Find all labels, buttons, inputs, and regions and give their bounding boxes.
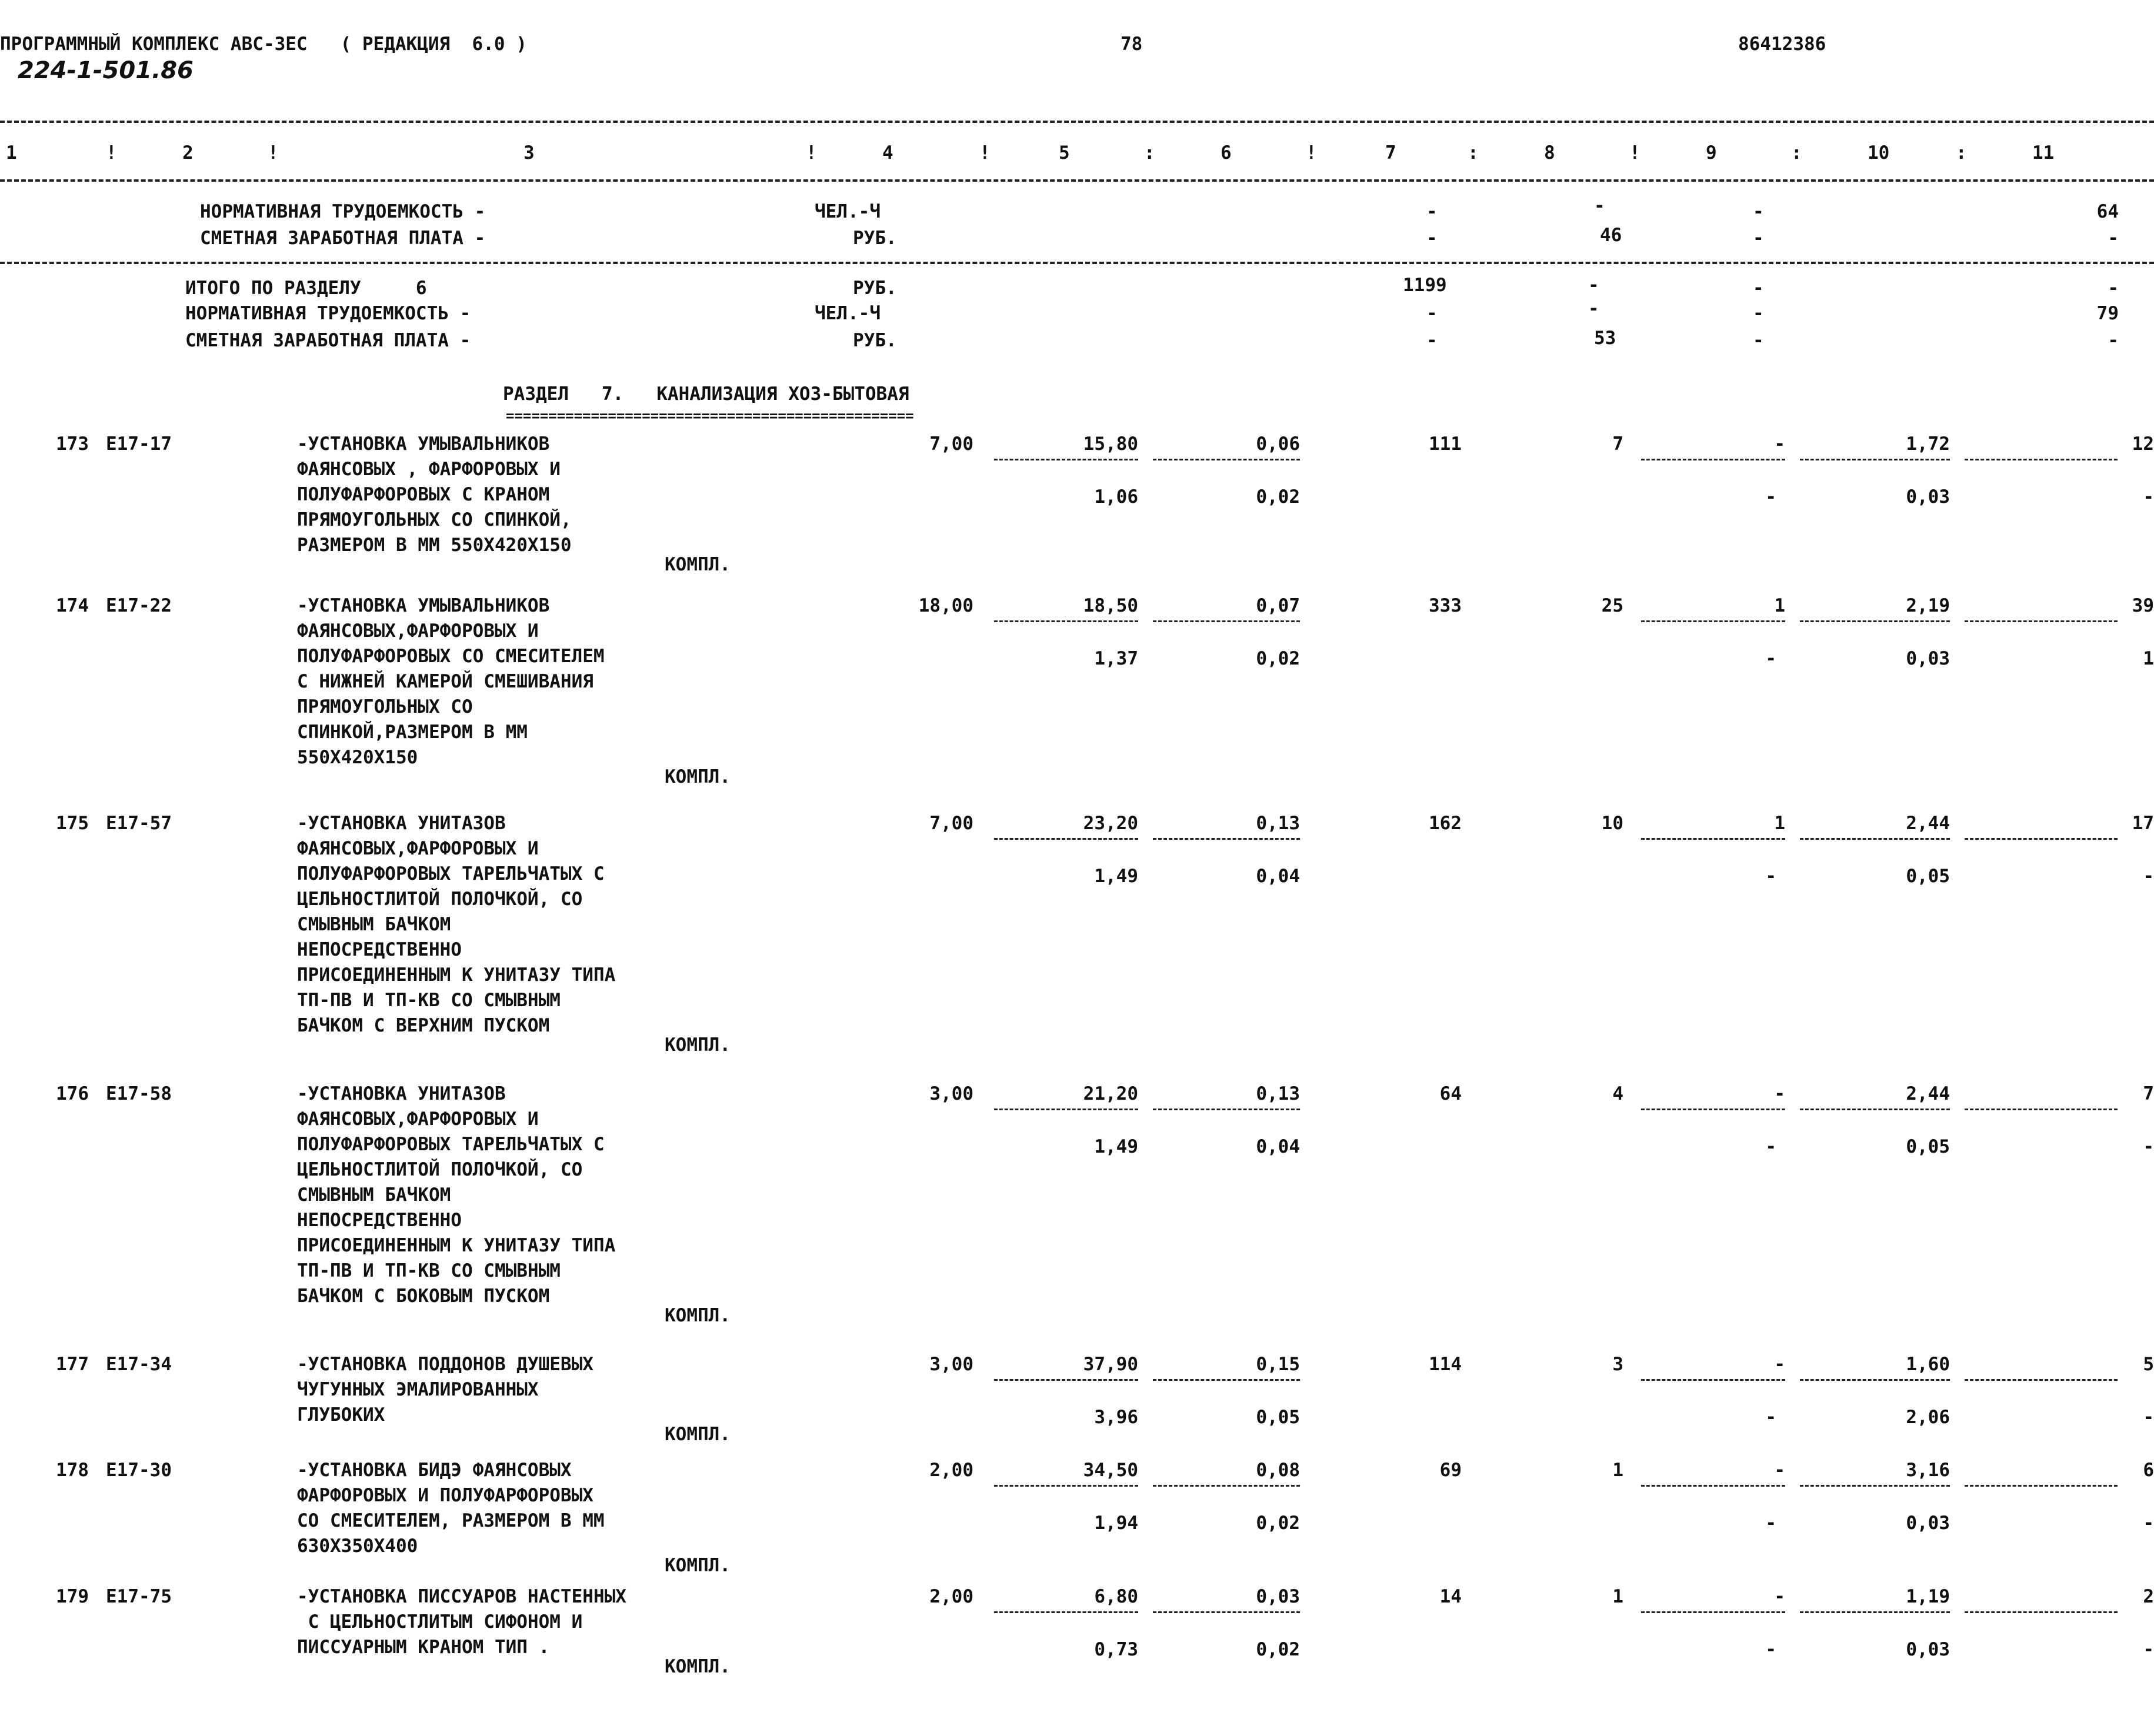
item-description-line: БАЧКОМ С БОКОВЫМ ПУСКОМ (297, 1286, 550, 1307)
item-c6-lower: 0,02 (1256, 486, 1300, 508)
item-c9: - (1774, 1083, 1785, 1104)
item-code: Е17-22 (106, 595, 172, 616)
item-unit-price-wage: 1,49 (1094, 866, 1138, 887)
item-description-line: ПОЛУФАРФОРОВЫХ ТАРЕЛЬЧАТЫХ С (297, 863, 605, 884)
item-quantity: 2,00 (929, 1586, 973, 1607)
value-separator (1641, 459, 1785, 460)
value-separator (994, 1109, 1138, 1110)
item-description-line: С ЦЕЛЬНОСТЛИТЫМ СИФОНОМ И (297, 1611, 583, 1632)
item-c8: 1 (1612, 1460, 1623, 1481)
value-separator (1800, 1611, 1950, 1613)
item-total-cost: 14 (1439, 1586, 1462, 1607)
item-unit-price-wage: 3,96 (1094, 1407, 1138, 1428)
item-c11-lower: - (2143, 1513, 2154, 1534)
item-c10-lower: 0,03 (1906, 1513, 1950, 1534)
item-total-cost: 69 (1439, 1460, 1462, 1481)
item-c8: 1 (1612, 1586, 1623, 1607)
item-description-line: ПРЯМОУГОЛЬНЫХ СО (297, 696, 473, 717)
value-separator (1153, 459, 1300, 460)
item-number: 173 (56, 433, 89, 455)
col-1: 1 (6, 142, 17, 163)
item-c10: 1,19 (1906, 1586, 1950, 1607)
item-c10-lower: 0,05 (1906, 1136, 1950, 1157)
summary-c8: - (1594, 195, 1605, 216)
col-separators: ! (979, 142, 991, 163)
item-description-line: ПИССУАРНЫМ КРАНОМ ТИП . (297, 1637, 550, 1658)
item-quantity: 7,00 (929, 433, 973, 455)
item-c6: 0,07 (1256, 595, 1300, 616)
item-description-line: НЕПОСРЕДСТВЕННО (297, 1210, 462, 1231)
item-description-line: ГЛУБОКИХ (297, 1404, 385, 1425)
item-unit: КОМПЛ. (665, 1656, 731, 1677)
item-description-line: -УСТАНОВКА ПОДДОНОВ ДУШЕВЫХ (297, 1354, 593, 1375)
item-c10: 3,16 (1906, 1460, 1950, 1481)
summary-c11: 64 (2096, 201, 2119, 222)
section-labor-unit: ЧЕЛ.-Ч (815, 303, 881, 324)
col-separators: ! (1629, 142, 1640, 163)
value-separator (1800, 459, 1950, 460)
section-title-underline: ================================================ (506, 408, 914, 424)
item-description-line: НЕПОСРЕДСТВЕННО (297, 939, 462, 960)
item-code: Е17-17 (106, 433, 172, 455)
item-description-line: -УСТАНОВКА УНИТАЗОВ (297, 1083, 506, 1104)
item-c11-lower: - (2143, 1407, 2154, 1428)
item-total-cost: 111 (1429, 433, 1462, 455)
item-c6: 0,13 (1256, 1083, 1300, 1104)
item-quantity: 3,00 (929, 1354, 973, 1375)
item-c6: 0,08 (1256, 1460, 1300, 1481)
item-c6-lower: 0,02 (1256, 648, 1300, 669)
col-separators: : (1956, 142, 1967, 163)
item-c8: 7 (1612, 433, 1623, 455)
item-c11-lower: - (2143, 1136, 2154, 1157)
col-8: 8 (1544, 142, 1555, 163)
value-separator (1965, 620, 2118, 622)
item-description-line: РАЗМЕРОМ В ММ 550Х420Х150 (297, 535, 572, 556)
item-c10: 2,19 (1906, 595, 1950, 616)
item-description-line: СО СМЕСИТЕЛЕМ, РАЗМЕРОМ В ММ (297, 1510, 605, 1531)
item-description-line: -УСТАНОВКА УМЫВАЛЬНИКОВ (297, 433, 550, 455)
item-c10-lower: 2,06 (1906, 1407, 1950, 1428)
summary-c11: - (2108, 228, 2119, 249)
item-unit-price-wage: 1,94 (1094, 1513, 1138, 1534)
item-c11: 2 (2143, 1586, 2154, 1607)
summary-c7: - (1426, 201, 1438, 222)
item-unit-price: 23,20 (1083, 813, 1138, 834)
item-c9: - (1774, 433, 1785, 455)
item-unit-price: 18,50 (1083, 595, 1138, 616)
item-c11-lower: - (2143, 486, 2154, 508)
item-c6-lower: 0,04 (1256, 1136, 1300, 1157)
item-number: 174 (56, 595, 89, 616)
item-c11: 39 (2132, 595, 2154, 616)
item-c11-lower: - (2143, 1639, 2154, 1660)
col-separators: ! (106, 142, 117, 163)
summary-c8: 46 (1600, 225, 1622, 246)
value-separator (1641, 1109, 1785, 1110)
item-unit-price: 37,90 (1083, 1354, 1138, 1375)
value-separator (1965, 1379, 2118, 1381)
value-separator (1800, 620, 1950, 622)
item-description-line: ПОЛУФАРФОРОВЫХ СО СМЕСИТЕЛЕМ (297, 646, 605, 667)
item-c6-lower: 0,02 (1256, 1513, 1300, 1534)
value-separator (1641, 620, 1785, 622)
item-quantity: 2,00 (929, 1460, 973, 1481)
item-c6-lower: 0,04 (1256, 866, 1300, 887)
section-wage-c11: - (2108, 330, 2119, 351)
item-c8: 3 (1612, 1354, 1623, 1375)
item-c9-lower: - (1765, 1639, 1776, 1660)
item-description-line: ЧУГУННЫХ ЭМАЛИРОВАННЫХ (297, 1379, 539, 1400)
value-separator (1965, 1611, 2118, 1613)
rule-summary (0, 262, 2154, 264)
col-6: 6 (1221, 142, 1232, 163)
section-total-c8: - (1588, 275, 1599, 296)
item-total-cost: 114 (1429, 1354, 1462, 1375)
section-labor-c8: - (1588, 298, 1599, 319)
item-c11-lower: 1 (2143, 648, 2154, 669)
summary-c7: - (1426, 228, 1438, 249)
item-quantity: 7,00 (929, 813, 973, 834)
item-description-line: -УСТАНОВКА УМЫВАЛЬНИКОВ (297, 595, 550, 616)
item-c11: 17 (2132, 813, 2154, 834)
section-labor-c9: - (1753, 303, 1764, 324)
item-number: 175 (56, 813, 89, 834)
value-separator (1800, 1379, 1950, 1381)
value-separator (1153, 1379, 1300, 1381)
col-7: 7 (1385, 142, 1396, 163)
item-unit-price-wage: 0,73 (1094, 1639, 1138, 1660)
summary-label: СМЕТНАЯ ЗАРАБОТНАЯ ПЛАТА - (200, 228, 486, 249)
col-separators: ! (1306, 142, 1317, 163)
item-c10: 1,72 (1906, 433, 1950, 455)
section-total-c7: 1199 (1403, 275, 1447, 296)
item-unit-price: 21,20 (1083, 1083, 1138, 1104)
value-separator (1800, 1485, 1950, 1487)
item-description-line: ЦЕЛЬНОСТЛИТОЙ ПОЛОЧКОЙ, СО (297, 889, 583, 910)
section-labor-c7: - (1426, 303, 1438, 324)
item-description-line: ТП-ПВ И ТП-КВ СО СМЫВНЫМ (297, 1260, 561, 1281)
value-separator (1965, 1485, 2118, 1487)
item-unit: КОМПЛ. (665, 1034, 731, 1056)
item-number: 177 (56, 1354, 89, 1375)
summary-label: НОРМАТИВНАЯ ТРУДОЕМКОСТЬ - (200, 201, 486, 222)
item-total-cost: 64 (1439, 1083, 1462, 1104)
section-wage-c8: 53 (1594, 328, 1616, 349)
item-description-line: ПРИСОЕДИНЕННЫМ К УНИТАЗУ ТИПА (297, 964, 616, 986)
item-description-line: ПРЯМОУГОЛЬНЫХ СО СПИНКОЙ, (297, 509, 572, 530)
item-c9: 1 (1774, 813, 1785, 834)
summary-unit: ЧЕЛ.-Ч (815, 201, 881, 222)
item-unit-price: 34,50 (1083, 1460, 1138, 1481)
item-c11: 7 (2143, 1083, 2154, 1104)
item-quantity: 3,00 (929, 1083, 973, 1104)
item-c10: 2,44 (1906, 1083, 1950, 1104)
section-title: РАЗДЕЛ 7. КАНАЛИЗАЦИЯ ХОЗ-БЫТОВАЯ (503, 383, 909, 405)
item-description-line: -УСТАНОВКА ПИССУАРОВ НАСТЕННЫХ (297, 1586, 626, 1607)
value-separator (1641, 1379, 1785, 1381)
item-c6: 0,15 (1256, 1354, 1300, 1375)
item-code: Е17-57 (106, 813, 172, 834)
item-c10-lower: 0,03 (1906, 648, 1950, 669)
col-11: 11 (2032, 142, 2055, 163)
item-description-line: ФАЯНСОВЫХ,ФАРФОРОВЫХ И (297, 1109, 539, 1130)
rule-header-bottom (0, 179, 2154, 182)
value-separator (1965, 459, 2118, 460)
value-separator (1153, 1485, 1300, 1487)
item-description-line: ПРИСОЕДИНЕННЫМ К УНИТАЗУ ТИПА (297, 1235, 616, 1256)
item-c9-lower: - (1765, 866, 1776, 887)
item-c11-lower: - (2143, 866, 2154, 887)
item-unit-price: 6,80 (1094, 1586, 1138, 1607)
item-c9-lower: - (1765, 486, 1776, 508)
value-separator (1800, 838, 1950, 840)
item-c9: - (1774, 1586, 1785, 1607)
item-unit-price-wage: 1,37 (1094, 648, 1138, 669)
item-c6-lower: 0,05 (1256, 1407, 1300, 1428)
item-c11: 6 (2143, 1460, 2154, 1481)
item-unit-price: 15,80 (1083, 433, 1138, 455)
col-separators: : (1468, 142, 1479, 163)
item-description-line: С НИЖНЕЙ КАМЕРОЙ СМЕШИВАНИЯ (297, 671, 593, 692)
item-c6: 0,13 (1256, 813, 1300, 834)
item-unit-price-wage: 1,06 (1094, 486, 1138, 508)
item-c9-lower: - (1765, 1407, 1776, 1428)
value-separator (1641, 838, 1785, 840)
col-3: 3 (524, 142, 535, 163)
value-separator (1153, 620, 1300, 622)
handwritten-code: 224-1-501.86 (18, 57, 194, 84)
item-description-line: СМЫВНЫМ БАЧКОМ (297, 1184, 451, 1206)
item-code: Е17-30 (106, 1460, 172, 1481)
item-c11: 12 (2132, 433, 2154, 455)
item-description-line: ЦЕЛЬНОСТЛИТОЙ ПОЛОЧКОЙ, СО (297, 1159, 583, 1180)
item-total-cost: 162 (1429, 813, 1462, 834)
item-number: 176 (56, 1083, 89, 1104)
item-description-line: СПИНКОЙ,РАЗМЕРОМ В ММ (297, 722, 528, 743)
section-wage-c9: - (1753, 330, 1764, 351)
document-number: 86412386 (1738, 34, 1826, 55)
section-labor-label: НОРМАТИВНАЯ ТРУДОЕМКОСТЬ - (185, 303, 471, 324)
item-c8: 10 (1601, 813, 1623, 834)
item-c9-lower: - (1765, 648, 1776, 669)
summary-c9: - (1753, 201, 1764, 222)
item-c8: 25 (1601, 595, 1623, 616)
item-quantity: 18,00 (918, 595, 973, 616)
item-c10: 2,44 (1906, 813, 1950, 834)
value-separator (1800, 1109, 1950, 1110)
item-unit: КОМПЛ. (665, 1555, 731, 1576)
col-5: 5 (1059, 142, 1070, 163)
item-description-line: 630Х350Х400 (297, 1535, 418, 1557)
item-description-line: 550Х420Х150 (297, 747, 418, 768)
value-separator (1965, 1109, 2118, 1110)
section-total-c9: - (1753, 278, 1764, 299)
value-separator (994, 838, 1138, 840)
col-separators: ! (268, 142, 279, 163)
item-code: Е17-75 (106, 1586, 172, 1607)
item-unit: КОМПЛ. (665, 1424, 731, 1445)
item-c9-lower: - (1765, 1513, 1776, 1534)
value-separator (1153, 1109, 1300, 1110)
item-c8: 4 (1612, 1083, 1623, 1104)
value-separator (994, 1485, 1138, 1487)
col-4: 4 (882, 142, 893, 163)
value-separator (1641, 1611, 1785, 1613)
item-description-line: ФАЯНСОВЫХ,ФАРФОРОВЫХ И (297, 620, 539, 642)
rule-top (0, 121, 2154, 123)
item-code: Е17-58 (106, 1083, 172, 1104)
section-total-unit: РУБ. (853, 278, 897, 299)
item-c6: 0,03 (1256, 1586, 1300, 1607)
section-wage-unit: РУБ. (853, 330, 897, 351)
item-c6: 0,06 (1256, 433, 1300, 455)
item-c11: 5 (2143, 1354, 2154, 1375)
value-separator (994, 1611, 1138, 1613)
value-separator (1153, 838, 1300, 840)
item-c9: - (1774, 1354, 1785, 1375)
item-code: Е17-34 (106, 1354, 172, 1375)
col-9: 9 (1706, 142, 1717, 163)
item-description-line: ФАЯНСОВЫХ , ФАРФОРОВЫХ И (297, 459, 561, 480)
item-c9-lower: - (1765, 1136, 1776, 1157)
item-description-line: ФАРФОРОВЫХ И ПОЛУФАРФОРОВЫХ (297, 1485, 593, 1506)
value-separator (1153, 1611, 1300, 1613)
value-separator (994, 1379, 1138, 1381)
item-unit-price-wage: 1,49 (1094, 1136, 1138, 1157)
section-total-c11: - (2108, 278, 2119, 299)
item-description-line: БАЧКОМ С ВЕРХНИМ ПУСКОМ (297, 1015, 550, 1036)
section-wage-label: СМЕТНАЯ ЗАРАБОТНАЯ ПЛАТА - (185, 330, 471, 351)
item-unit: КОМПЛ. (665, 766, 731, 787)
item-description-line: -УСТАНОВКА УНИТАЗОВ (297, 813, 506, 834)
item-unit: КОМПЛ. (665, 554, 731, 575)
value-separator (1641, 1485, 1785, 1487)
col-2: 2 (182, 142, 194, 163)
item-number: 178 (56, 1460, 89, 1481)
item-c10: 1,60 (1906, 1354, 1950, 1375)
page-number: 78 (1121, 34, 1143, 55)
item-number: 179 (56, 1586, 89, 1607)
item-c10-lower: 0,05 (1906, 866, 1950, 887)
item-c10-lower: 0,03 (1906, 486, 1950, 508)
item-total-cost: 333 (1429, 595, 1462, 616)
col-10: 10 (1868, 142, 1890, 163)
section-wage-c7: - (1426, 330, 1438, 351)
col-separators: ! (806, 142, 817, 163)
item-description-line: ТП-ПВ И ТП-КВ СО СМЫВНЫМ (297, 990, 561, 1011)
item-description-line: -УСТАНОВКА БИДЭ ФАЯНСОВЫХ (297, 1460, 572, 1481)
value-separator (994, 620, 1138, 622)
summary-unit: РУБ. (853, 228, 897, 249)
item-description-line: ПОЛУФАРФОРОВЫХ ТАРЕЛЬЧАТЫХ С (297, 1134, 605, 1155)
item-description-line: ФАЯНСОВЫХ,ФАРФОРОВЫХ И (297, 838, 539, 859)
section-labor-c11: 79 (2096, 303, 2119, 324)
item-description-line: ПОЛУФАРФОРОВЫХ С КРАНОМ (297, 484, 550, 505)
col-separators: : (1144, 142, 1155, 163)
item-c6-lower: 0,02 (1256, 1639, 1300, 1660)
item-c9: 1 (1774, 595, 1785, 616)
item-c9: - (1774, 1460, 1785, 1481)
value-separator (1965, 838, 2118, 840)
item-description-line: СМЫВНЫМ БАЧКОМ (297, 914, 451, 935)
item-unit: КОМПЛ. (665, 1305, 731, 1326)
value-separator (994, 459, 1138, 460)
item-c10-lower: 0,03 (1906, 1639, 1950, 1660)
summary-c9: - (1753, 228, 1764, 249)
section-total-label: ИТОГО ПО РАЗДЕЛУ 6 (185, 278, 427, 299)
col-separators: : (1791, 142, 1802, 163)
program-title: ПРОГРАММНЫЙ КОМПЛЕКС АВС-3ЕС ( РЕДАКЦИЯ 6.0 ) (0, 34, 527, 55)
